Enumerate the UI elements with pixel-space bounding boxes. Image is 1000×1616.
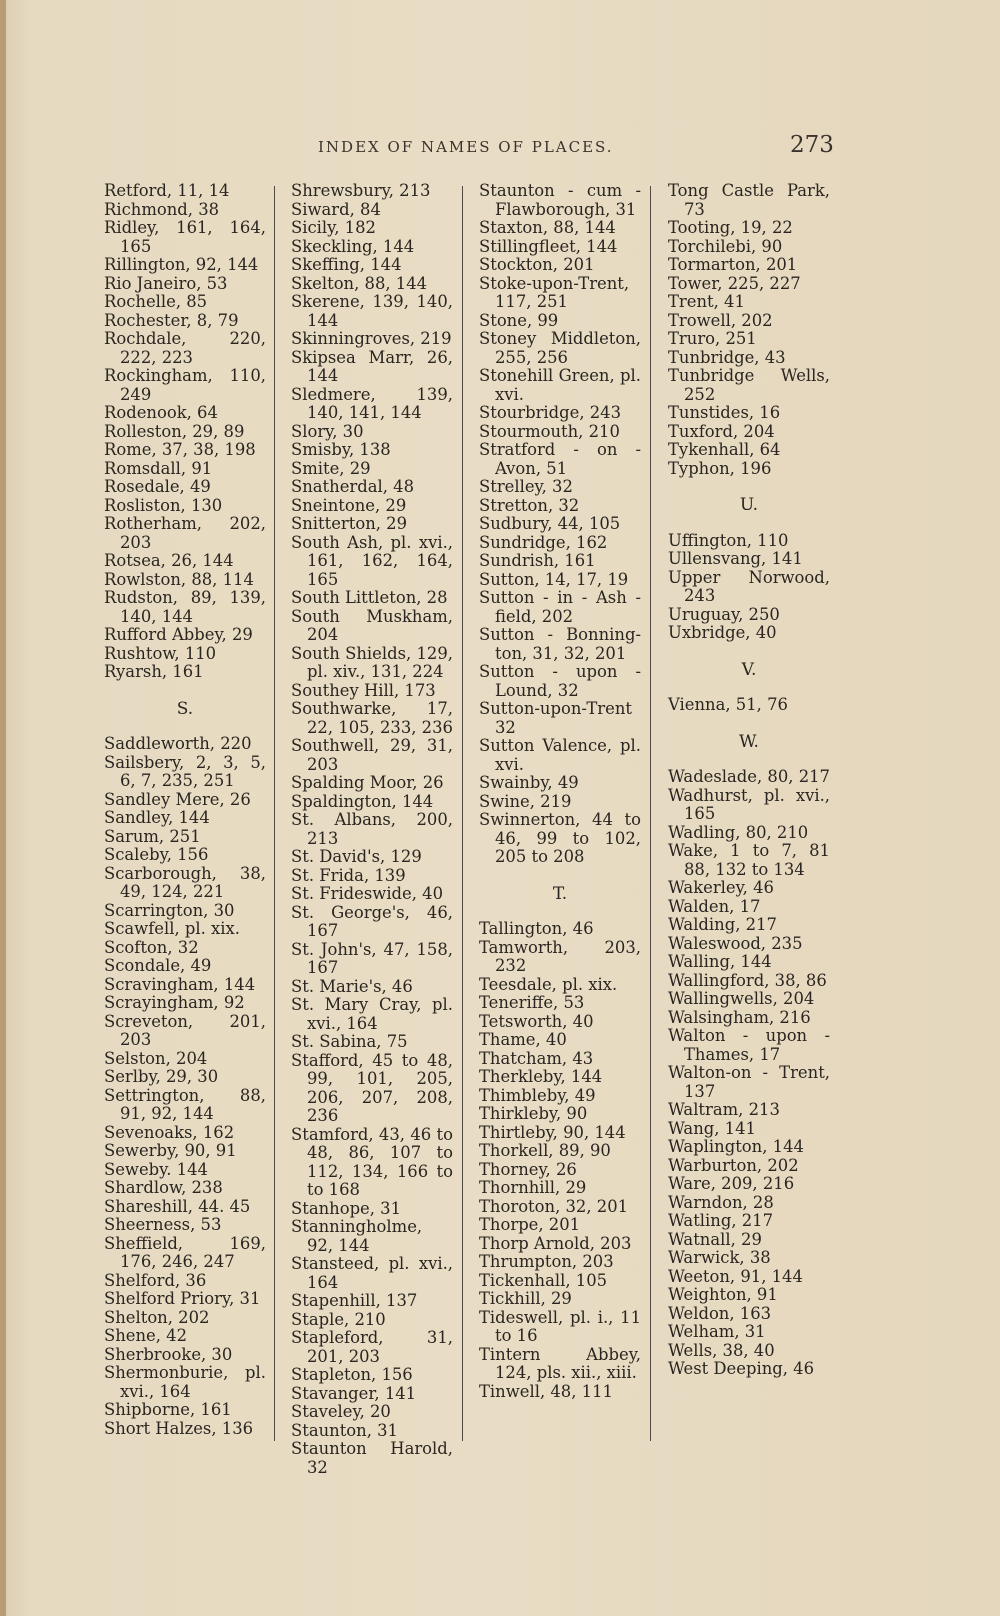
index-entry: Welham, 31 [668, 1322, 766, 1341]
index-entry: Strelley, 32 [479, 477, 573, 496]
index-entry: Tamworth, 203, 232 [479, 937, 641, 975]
index-entry: Tykenhall, 64 [668, 440, 781, 459]
index-entry: Sundridge, 162 [479, 532, 608, 552]
index-entry: Stone, 99 [479, 310, 559, 330]
entry-list [479, 182, 641, 867]
index-entry: Watling, 217 [668, 1211, 774, 1230]
index-entry: Scravingham, 144 [104, 974, 256, 994]
index-entry: Sarum, 251 [104, 826, 201, 846]
index-entry: Sewerby, 90, 91 [104, 1141, 237, 1160]
index-entry: Staunton, 31 [291, 1420, 398, 1440]
section-letter-w: W. [739, 731, 759, 752]
index-entry: Saddleworth, 220 [104, 734, 252, 753]
index-entry: Staunton Harold, 32 [291, 1439, 453, 1477]
index-entry: Tallington, 46 [479, 919, 594, 938]
index-entry: Shermonburie, pl. xvi., 164 [104, 1363, 266, 1401]
section-letter-u: U. [739, 495, 759, 515]
index-entry: Upper Norwood, 243 [668, 567, 830, 605]
index-entry: Screveton, 201, 203 [104, 1011, 266, 1049]
index-entry: Typhon, 196 [668, 458, 772, 478]
index-entry: Shipborne, 161 [104, 1400, 232, 1419]
index-entry: Tinwell, 48, 111 [479, 1381, 613, 1401]
index-entry: Thorp Arnold, 203 [479, 1233, 632, 1253]
index-entry: Wadeslade, 80, 217 [668, 767, 830, 786]
entry-list [291, 182, 453, 1477]
index-entry: Thorkell, 89, 90 [479, 1141, 611, 1160]
index-entry: Skeffing, 144 [291, 255, 402, 274]
index-entry: Sandley Mere, 26 [104, 789, 251, 809]
index-entry: St. Marie's, 46 [291, 976, 413, 996]
index-entry: Seweby. 144 [104, 1159, 208, 1179]
index-entry: Stourmouth, 210 [479, 421, 620, 441]
index-entry: Walton-on - Trent, 137 [668, 1063, 830, 1101]
index-entry: South Shields, 129, pl. xiv., 131, 224 [291, 643, 453, 681]
index-entry: Stonehill Green, pl. xvi. [479, 366, 641, 404]
entry-list [479, 920, 641, 1401]
index-entry: Rushtow, 110 [104, 643, 217, 663]
index-entry: Staxton, 88, 144 [479, 218, 616, 237]
index-entry: Warburton, 202 [668, 1155, 799, 1175]
index-entry: Sevenoaks, 162 [104, 1122, 235, 1142]
column-rule [462, 186, 463, 1441]
index-entry: St. Mary Cray, pl. xvi., 164 [291, 995, 453, 1033]
index-entry: Thorpe, 201 [479, 1215, 581, 1234]
index-column-2 [291, 182, 453, 1477]
index-entry: Thimbleby, 49 [479, 1085, 596, 1105]
index-entry: Thornhill, 29 [479, 1178, 587, 1197]
index-entry: Teneriffe, 53 [479, 993, 585, 1012]
index-entry: Tideswell, pl. i., 11 to 16 [479, 1307, 641, 1345]
index-entry: Sutton - upon - Lound, 32 [479, 662, 641, 700]
index-entry: Rolleston, 29, 89 [104, 421, 245, 441]
index-entry: Thatcham, 43 [479, 1048, 594, 1068]
index-entry: Staple, 210 [291, 1309, 386, 1329]
index-entry: Serlby, 29, 30 [104, 1067, 219, 1086]
index-entry: Short Halzes, 136 [104, 1418, 254, 1438]
index-entry: St. John's, 47, 158, 167 [291, 939, 453, 977]
index-entry: Shelford, 36 [104, 1270, 207, 1290]
index-entry: Shardlow, 238 [104, 1178, 223, 1197]
index-entry: Rillington, 92, 144 [104, 255, 259, 274]
index-entry: Rio Janeiro, 53 [104, 273, 228, 293]
index-entry: Uruguay, 250 [668, 604, 780, 624]
index-entry: Slory, 30 [291, 421, 364, 441]
index-entry: Rotherham, 202, 203 [104, 514, 266, 552]
index-entry: Sledmere, 139, 140, 141, 144 [291, 384, 453, 422]
entry-list [668, 532, 830, 643]
index-entry: Skelton, 88, 144 [291, 273, 428, 293]
index-entry: Southwell, 29, 31, 203 [291, 736, 453, 774]
index-entry: Swainby, 49 [479, 773, 579, 792]
index-entry: Scrayingham, 92 [104, 993, 245, 1012]
index-entry: Southey Hill, 173 [291, 680, 436, 700]
index-entry: Rochelle, 85 [104, 292, 208, 311]
index-entry: Rome, 37, 38, 198 [104, 440, 256, 459]
index-entry: Staunton - cum - Flawborough, 31 [479, 181, 641, 219]
index-entry: Stretton, 32 [479, 495, 580, 515]
index-entry: West Deeping, 46 [668, 1359, 815, 1378]
page-number: 273 [790, 132, 834, 158]
index-entry: Staveley, 20 [291, 1402, 391, 1421]
index-entry: Stoney Middleton, 255, 256 [479, 329, 641, 367]
index-entry: Rotsea, 26, 144 [104, 551, 234, 570]
index-entry: Sheffield, 169, 176, 246, 247 [104, 1233, 266, 1271]
index-entry: Ware, 209, 216 [668, 1174, 795, 1193]
index-entry: Stillingfleet, 144 [479, 236, 618, 256]
index-entry: Stafford, 45 to 48, 99, 101, 205, 206, 207, 208, 236 [291, 1050, 453, 1125]
entry-list [668, 768, 830, 1379]
index-entry: Sutton Valence, pl. xvi. [479, 736, 641, 774]
index-entry: Weldon, 163 [668, 1303, 772, 1323]
index-entry: Sneintone, 29 [291, 495, 407, 515]
index-entry: Sundrish, 161 [479, 551, 596, 570]
index-entry: Tunstides, 16 [668, 403, 781, 422]
index-entry: Wells, 38, 40 [668, 1340, 775, 1360]
index-entry: Sandley, 144 [104, 808, 210, 827]
index-entry: Waleswood, 235 [668, 933, 803, 953]
index-entry: Tunbridge Wells, 252 [668, 366, 830, 404]
index-entry: Skinningroves, 219 [291, 329, 452, 348]
index-entry: Ridley, 161, 164, 165 [104, 218, 266, 256]
index-entry: Stockton, 201 [479, 255, 595, 274]
index-entry: Thirtleby, 90, 144 [479, 1122, 626, 1142]
index-entry: Scaleby, 156 [104, 845, 209, 864]
index-entry: St. Frida, 139 [291, 865, 406, 885]
index-entry: Rockingham, 110, 249 [104, 366, 266, 404]
index-entry: Southwarke, 17, 22, 105, 233, 236 [291, 699, 453, 737]
index-entry: Stanningholme, 92, 144 [291, 1217, 423, 1255]
index-entry: Settrington, 88, 91, 92, 144 [104, 1085, 266, 1123]
index-entry: Wakerley, 46 [668, 878, 774, 897]
index-entry: Rodenook, 64 [104, 403, 218, 422]
index-entry: Wang, 141 [668, 1118, 756, 1138]
index-entry: Wallingford, 38, 86 [668, 970, 827, 990]
index-entry: Walsingham, 216 [668, 1007, 811, 1027]
index-entry: Stratford - on - Avon, 51 [479, 440, 641, 478]
index-entry: Stapleton, 156 [291, 1365, 413, 1384]
index-entry: Wake, 1 to 7, 81 88, 132 to 134 [668, 841, 830, 879]
index-entry: Snitterton, 29 [291, 514, 408, 533]
index-entry: Scarborough, 38, 49, 124, 221 [104, 863, 266, 901]
index-entry: Sutton-upon-Trent 32 [479, 699, 632, 737]
index-entry: Sicily, 182 [291, 218, 376, 237]
entry-list [668, 182, 830, 478]
index-entry: Retford, 11, 14 [104, 181, 230, 200]
index-entry: Scondale, 49 [104, 956, 212, 975]
index-entry: Scarrington, 30 [104, 900, 235, 920]
index-entry: Waplington, 144 [668, 1137, 804, 1156]
index-entry: St. Frideswide, 40 [291, 884, 444, 903]
index-entry: Tormarton, 201 [668, 255, 798, 274]
index-entry: Rosliston, 130 [104, 495, 223, 515]
index-entry: Torchilebi, 90 [668, 236, 783, 256]
index-entry: Thorney, 26 [479, 1159, 577, 1179]
index-entry: Ryarsh, 161 [104, 662, 204, 681]
index-entry: Tintern Abbey, 124, pls. xii., xiii. [479, 1344, 641, 1382]
column-rule [650, 186, 651, 1441]
index-entry: Rufford Abbey, 29 [104, 625, 253, 644]
index-entry: St. David's, 129 [291, 847, 422, 866]
index-entry: Thirkleby, 90 [479, 1104, 588, 1123]
index-entry: South Muskham, 204 [291, 606, 453, 644]
index-entry: Weeton, 91, 144 [668, 1266, 803, 1286]
index-entry: Skerene, 139, 140, 144 [291, 292, 453, 330]
index-entry: Tunbridge, 43 [668, 347, 786, 367]
index-entry: Wadling, 80, 210 [668, 822, 809, 842]
index-entry: Wadhurst, pl. xvi., 165 [668, 785, 830, 823]
index-entry: Thrumpton, 203 [479, 1252, 614, 1271]
index-entry: Stapenhill, 137 [291, 1291, 418, 1310]
index-entry: Uxbridge, 40 [668, 623, 777, 642]
index-entry: Warndon, 28 [668, 1192, 774, 1212]
index-entry: Stourbridge, 243 [479, 403, 622, 422]
index-entry: Tuxford, 204 [668, 421, 775, 441]
index-entry: Swinnerton, 44 to 46, 99 to 102, 205 to 208 [479, 810, 641, 866]
index-entry: Weighton, 91 [668, 1285, 778, 1304]
index-entry: Rosedale, 49 [104, 477, 211, 496]
index-entry: Stoke-upon-Trent, 117, 251 [479, 273, 630, 311]
index-entry: Sailsbery, 2, 3, 5, 6, 7, 235, 251 [104, 752, 266, 790]
binding-gutter [0, 0, 6, 1616]
index-entry: Tong Castle Park, 73 [668, 181, 830, 219]
index-entry: Tower, 225, 227 [668, 273, 801, 293]
section-letter-v: V. [741, 659, 757, 680]
index-entry: Tetsworth, 40 [479, 1011, 594, 1031]
index-entry: Trowell, 202 [668, 310, 773, 330]
index-entry: Rochdale, 220, 222, 223 [104, 329, 266, 367]
index-entry: Swine, 219 [479, 791, 572, 811]
index-entry: Thame, 40 [479, 1030, 567, 1049]
index-column-1 [104, 182, 266, 1438]
index-entry: Tickhill, 29 [479, 1289, 572, 1308]
index-entry: Walden, 17 [668, 896, 761, 916]
index-entry: Teesdale, pl. xix. [479, 974, 618, 994]
index-entry: Shareshill, 44. 45 [104, 1196, 251, 1216]
index-entry: Sutton, 14, 17, 19 [479, 569, 629, 589]
index-entry: Truro, 251 [668, 329, 757, 348]
index-entry: Rowlston, 88, 114 [104, 569, 254, 589]
index-entry: Stanhope, 31 [291, 1198, 402, 1218]
section-letter-s: S. [176, 698, 194, 719]
index-entry: Sutton - in - Ash - field, 202 [479, 588, 641, 626]
index-column-3 [479, 182, 641, 1401]
index-entry: Stavanger, 141 [291, 1383, 417, 1403]
index-entry: Watnall, 29 [668, 1229, 762, 1249]
index-entry: Shrewsbury, 213 [291, 181, 431, 200]
index-entry: South Ash, pl. xvi., 161, 162, 164, 165 [291, 532, 453, 589]
index-entry: Scofton, 32 [104, 937, 199, 957]
index-entry: Smisby, 138 [291, 440, 391, 459]
running-title: INDEX OF NAMES OF PLACES. [318, 138, 614, 156]
index-entry: Romsdall, 91 [104, 458, 213, 478]
index-entry: Smite, 29 [291, 458, 371, 478]
index-entry: Siward, 84 [291, 199, 381, 219]
index-entry: Trent, 41 [668, 292, 745, 311]
entry-list [668, 696, 830, 715]
index-entry: Skeckling, 144 [291, 236, 415, 256]
index-entry: Walton - upon - Thames, 17 [668, 1026, 830, 1064]
index-entry: Sherbrooke, 30 [104, 1344, 233, 1364]
index-entry: Shelford Priory, 31 [104, 1289, 261, 1308]
index-entry: St. George's, 46, 167 [291, 902, 453, 940]
index-entry: South Littleton, 28 [291, 588, 448, 607]
index-entry: Warwick, 38 [668, 1248, 771, 1267]
column-rule [274, 186, 275, 1441]
index-entry: Sudbury, 44, 105 [479, 514, 621, 533]
index-entry: Therkleby, 144 [479, 1067, 603, 1086]
index-entry: Spalding Moor, 26 [291, 773, 444, 792]
index-entry: Ullensvang, 141 [668, 549, 803, 568]
index-entry: Shene, 42 [104, 1326, 188, 1345]
index-entry: Snatherdal, 48 [291, 477, 415, 496]
index-entry: Tickenhall, 105 [479, 1270, 608, 1290]
index-entry: Walling, 144 [668, 952, 772, 971]
index-entry: Rochester, 8, 79 [104, 310, 239, 330]
index-entry: Selston, 204 [104, 1048, 208, 1068]
index-entry: St. Albans, 200, 213 [291, 810, 453, 848]
index-entry: Walding, 217 [668, 915, 777, 934]
section-letter-t: T. [552, 883, 568, 904]
index-entry: Wallingwells, 204 [668, 989, 815, 1008]
index-column-4 [668, 182, 830, 1379]
index-entry: Tooting, 19, 22 [668, 218, 793, 237]
entry-list [104, 735, 266, 1438]
index-entry: Thoroton, 32, 201 [479, 1196, 629, 1216]
index-entry: Sheerness, 53 [104, 1215, 222, 1234]
index-entry: Uffington, 110 [668, 530, 789, 550]
index-entry: Stamford, 43, 46 to 48, 86, 107 to 112, 134, 166 to to 168 [291, 1124, 453, 1199]
index-entry: Richmond, 38 [104, 199, 220, 219]
index-entry: Sutton - Bonning- ton, 31, 32, 201 [479, 625, 641, 663]
index-entry: Shelton, 202 [104, 1307, 210, 1327]
entry-list [104, 182, 266, 682]
index-entry: Rudston, 89, 139, 140, 144 [104, 588, 266, 626]
index-entry: St. Sabina, 75 [291, 1032, 408, 1051]
index-entry: Scawfell, pl. xix. [104, 919, 240, 938]
index-entry: Vienna, 51, 76 [668, 695, 788, 714]
index-entry: Stansteed, pl. xvi., 164 [291, 1254, 453, 1292]
index-entry: Stapleford, 31, 201, 203 [291, 1328, 453, 1366]
index-entry: Spaldington, 144 [291, 791, 434, 811]
index-entry: Waltram, 213 [668, 1100, 780, 1119]
index-entry: Skipsea Marr, 26, 144 [291, 347, 453, 385]
